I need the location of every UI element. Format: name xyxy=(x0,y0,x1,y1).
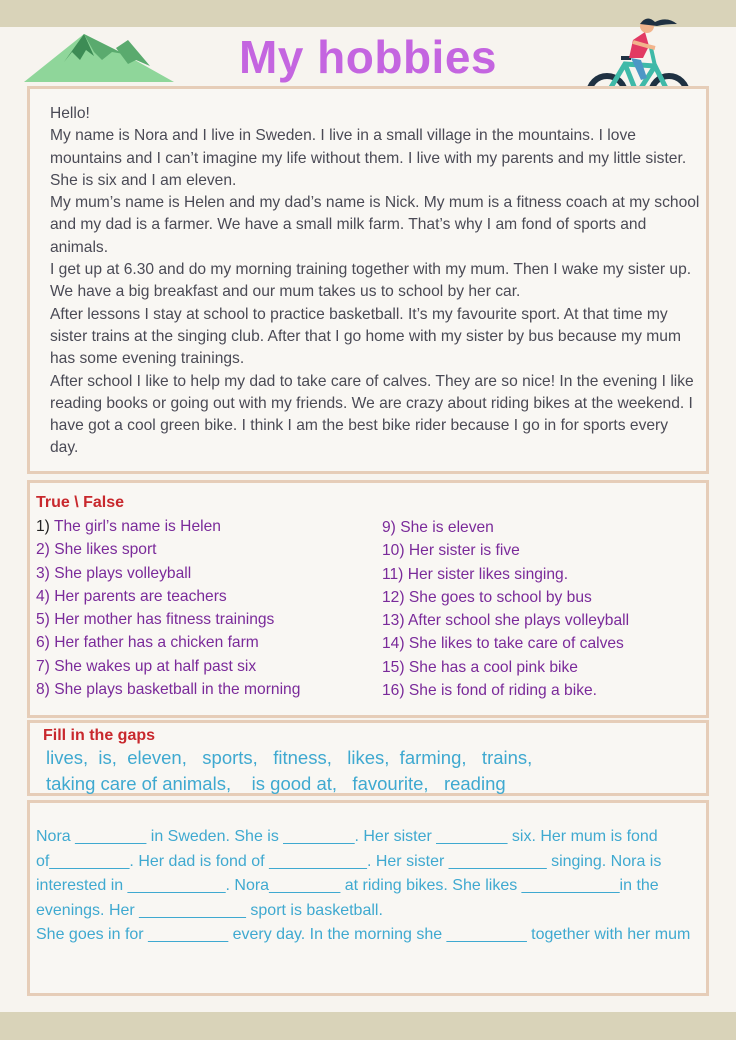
story-box xyxy=(27,86,709,474)
statement-item: 4) Her parents are teachers xyxy=(36,587,227,605)
fill-gaps-heading: Fill in the gaps xyxy=(43,727,156,744)
statement-item: 6) Her father has a chicken farm xyxy=(36,634,259,652)
statement-item: 12) She goes to school by bus xyxy=(382,588,592,606)
statement-item: 2) She likes sport xyxy=(36,541,157,559)
story-paragraph: After lessons I stay at school to practice basketball. It’s my favourite sport. At that time my sister trains at the singing club. After that I go home with my sister by bus because my mum has some evening trainings. xyxy=(50,305,681,368)
statement-item: 14) She likes to take care of calves xyxy=(382,635,624,653)
story-paragraph: After school I like to help my dad to take care of calves. They are so nice! In the evening I like reading books or going out with my friends. We are crazy about riding bikes at the weekend. I have got a cool green bike. I think I am the best bike rider because I go in for sports every day. xyxy=(50,372,694,457)
statement-item: 5) Her mother has fitness trainings xyxy=(36,611,275,629)
statement-item: 16) She is fond of riding a bike. xyxy=(382,682,597,700)
story-paragraph: My name is Nora and I live in Sweden. I live in a small village in the mountains. I love mountains and I can’t imagine my life without them. I live with my parents and my little sister. She is six and I am eleven. xyxy=(50,127,687,189)
word-bank-line: lives, is, eleven, sports, fitness, likes, farming, trains, xyxy=(46,747,533,768)
statement-item: 9) She is eleven xyxy=(382,519,494,536)
statement-item: 10) Her sister is five xyxy=(382,542,520,560)
statement-item: 1) The girl’s name is Helen xyxy=(36,518,221,535)
true-false-left-column xyxy=(36,515,300,701)
word-bank-box xyxy=(27,720,709,796)
statement-item: 3) She plays volleyball xyxy=(36,564,192,582)
gap-text-box xyxy=(27,800,709,996)
true-false-heading: True \ False xyxy=(36,494,125,511)
statement-item: 7) She wakes up at half past six xyxy=(36,657,257,675)
page-title: My hobbies xyxy=(238,31,498,83)
story-text xyxy=(50,103,700,460)
statement-item: 8) She plays basketball in the morning xyxy=(36,681,301,699)
story-paragraph: My mum’s name is Helen and my dad’s name is Nick. My mum is a fitness coach at my school and my dad is a farmer. We have a small milk farm. That’s why I am fond of sports and animals. xyxy=(50,194,700,256)
gap-paragraph: Nora ________ in Sweden. She is ________. Her sister ________ six. Her mum is fond of_________. Her dad is fond of ___________. Her sister ___________ singing. Nora is interested in ___________. Nora________ at riding bikes. She likes ___________in the evenings. Her ____________ sport is basketball. xyxy=(36,828,662,919)
gap-paragraph: She goes in for _________ every day. In the morning she _________ together with her mum xyxy=(36,926,691,944)
true-false-right-column xyxy=(382,516,629,702)
story-paragraph: I get up at 6.30 and do my morning training together with my mum. Then I wake my sister up. We have a big breakfast and our mum takes us to school by her car. xyxy=(50,261,692,301)
word-bank-line: taking care of animals, is good at, favourite, reading xyxy=(46,773,506,794)
bottom-band xyxy=(0,1012,736,1040)
statement-item: 15) She has a cool pink bike xyxy=(382,658,578,676)
statement-item: 11) Her sister likes singing. xyxy=(382,565,569,583)
story-paragraph: Hello! xyxy=(50,105,90,122)
true-false-box xyxy=(27,480,709,718)
gap-text xyxy=(36,825,704,948)
statement-item: 13) After school she plays volleyball xyxy=(382,612,630,630)
